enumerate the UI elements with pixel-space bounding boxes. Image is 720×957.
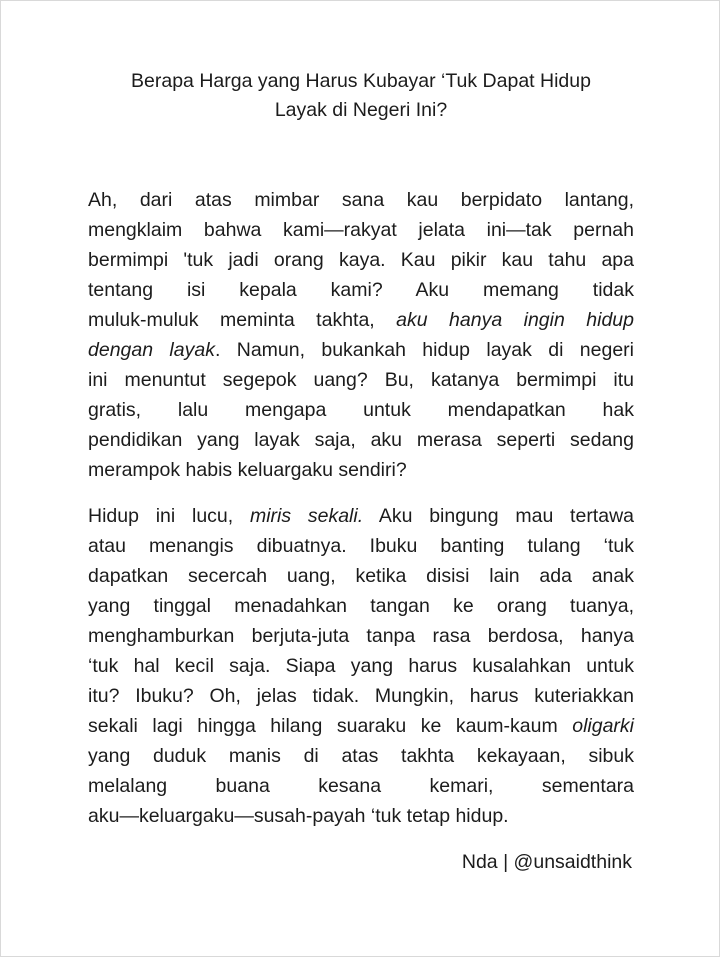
document-title	[1, 67, 720, 125]
emphasis-text: aku hanya ingin hidup	[396, 309, 634, 331]
emphasis-text: dengan layak	[88, 339, 215, 361]
text-line: mengklaim bahwa kami—rakyat jelata ini—tak pernah	[88, 219, 634, 241]
emphasis-text: miris sekali.	[249, 505, 364, 527]
text-run: . Namun, bukankah hidup layak di negeri	[214, 339, 634, 361]
title-line: Layak di Negeri Ini?	[274, 99, 448, 121]
author-signature: Nda | @unsaidthink	[461, 851, 632, 873]
text-line: itu? Ibuku? Oh, jelas tidak. Mungkin, harus kuteriakkan	[88, 685, 634, 707]
text-line: menghamburkan berjuta-juta tanpa rasa berdosa, hanya	[88, 625, 634, 647]
text-line: pendidikan yang layak saja, aku merasa seperti sedang	[88, 429, 634, 451]
text-run: Hidup ini lucu,	[88, 505, 250, 527]
text-line: Ah, dari atas mimbar sana kau berpidato lantang,	[88, 189, 634, 211]
text-line: atau menangis dibuatnya. Ibuku banting tulang ‘tuk	[88, 535, 634, 557]
text-line	[88, 335, 634, 365]
text-line: melalang buana kesana kemari, sementara	[88, 775, 634, 797]
paragraph-2	[88, 501, 634, 831]
text-line: ‘tuk hal kecil saja. Siapa yang harus kusalahkan untuk	[88, 655, 634, 677]
text-run: muluk-muluk meminta takhta,	[88, 309, 397, 331]
title-line: Berapa Harga yang Harus Kubayar ‘Tuk Dapat Hidup	[131, 70, 591, 92]
text-run: Aku bingung mau tertawa	[363, 505, 635, 527]
text-line	[88, 501, 634, 531]
text-line	[88, 711, 634, 741]
text-line: tentang isi kepala kami? Aku memang tidak	[88, 279, 634, 301]
text-line: bermimpi 'tuk jadi orang kaya. Kau pikir kau tahu apa	[88, 249, 634, 271]
text-run: sekali lagi hingga hilang suaraku ke kaum-kaum	[88, 715, 573, 737]
text-line: yang duduk manis di atas takhta kekayaan, sibuk	[88, 745, 634, 767]
text-line: ini menuntut segepok uang? Bu, katanya bermimpi itu	[88, 369, 634, 391]
emphasis-text: oligarki	[572, 715, 634, 737]
text-line	[88, 305, 634, 335]
paragraph-1	[88, 185, 634, 485]
text-line: gratis, lalu mengapa untuk mendapatkan hak	[88, 399, 634, 421]
text-line: aku—keluargaku—susah-payah ‘tuk tetap hidup.	[88, 805, 509, 827]
text-line: yang tinggal menadahkan tangan ke orang tuanya,	[88, 595, 634, 617]
text-line: dapatkan secercah uang, ketika disisi lain ada anak	[88, 565, 634, 587]
text-line: merampok habis keluargaku sendiri?	[88, 459, 407, 481]
